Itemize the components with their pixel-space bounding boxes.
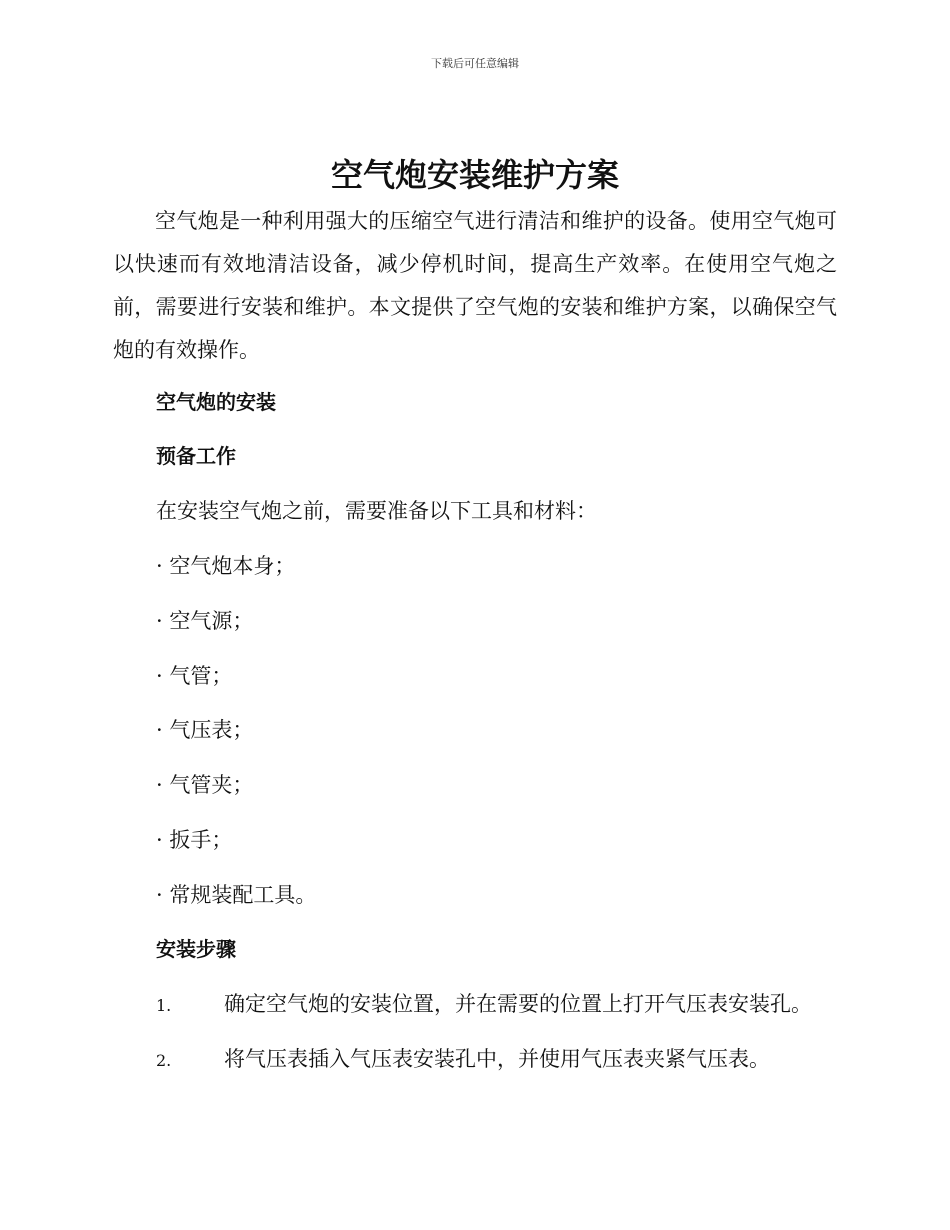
subsection-heading-steps: 安装步骤: [156, 937, 236, 961]
header-note: 下载后可任意编辑: [431, 57, 519, 70]
subsection-heading-prep: 预备工作: [156, 444, 236, 468]
prep-intro-text: 在安装空气炮之前，需要准备以下工具和材料：: [156, 499, 597, 523]
step-number: 1.: [156, 996, 172, 1015]
list-item: · 空气炮本身；: [156, 554, 296, 578]
intro-paragraph: 空气炮是一种利用强大的压缩空气进行清洁和维护的设备。使用空气炮可以快速而有效地清洁设备，减少停机时间，提高生产效率。在使用空气炮之前，需要进行安装和维护。本文提供了空气炮的安装和维护方案，以确保空气炮的有效操作。: [113, 209, 837, 362]
step-text: 确定空气炮的安装位置，并在需要的位置上打开气压表安装孔。: [224, 992, 812, 1016]
list-item: · 常规装配工具。: [156, 883, 317, 907]
step-item-1: [156, 989, 812, 1021]
step-item-2: [156, 1044, 770, 1076]
step-text: 将气压表插入气压表安装孔中，并使用气压表夹紧气压表。: [224, 1047, 770, 1071]
section-heading-install: 空气炮的安装: [156, 390, 276, 414]
list-item: · 气管夹；: [156, 773, 254, 797]
list-item: · 气压表；: [156, 718, 254, 742]
document-title: 空气炮安装维护方案: [330, 156, 619, 194]
step-number: 2.: [156, 1051, 172, 1070]
list-item: · 气管；: [156, 664, 233, 688]
list-item: · 空气源；: [156, 609, 254, 633]
list-item: · 扳手；: [156, 828, 233, 852]
